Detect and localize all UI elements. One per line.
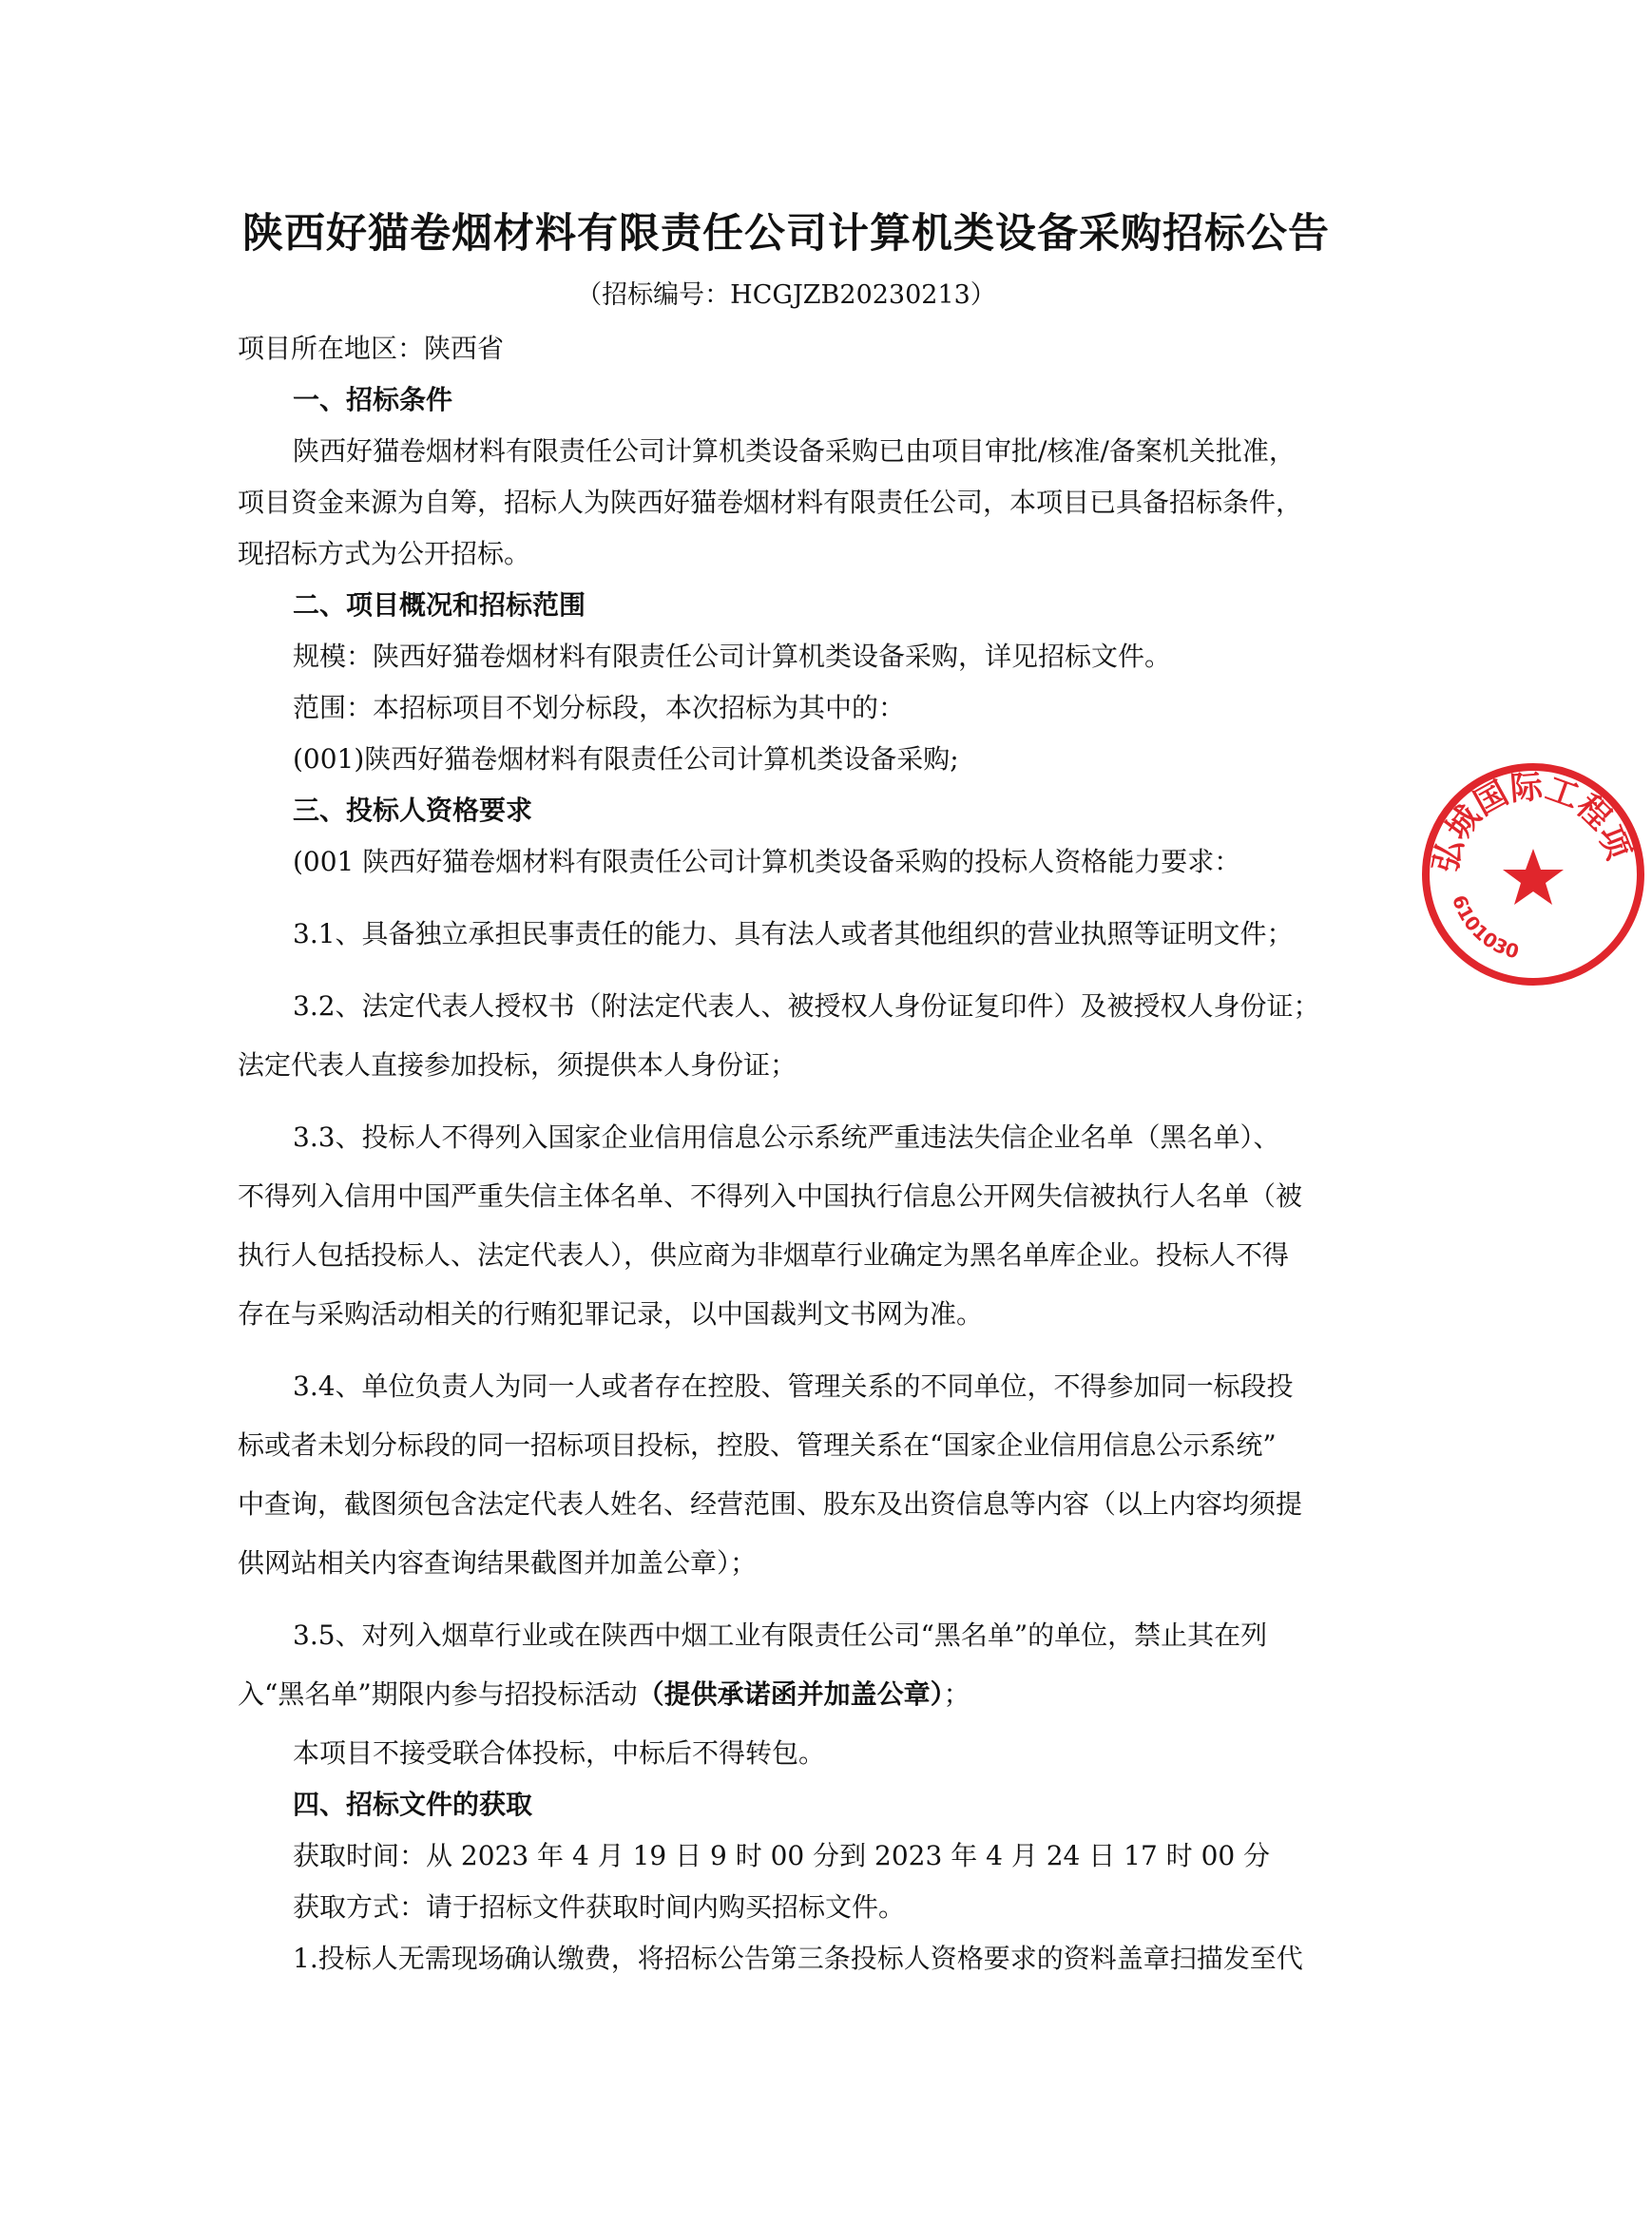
page-title: 陕西好猫卷烟材料有限责任公司计算机类设备采购招标公告 bbox=[242, 210, 1330, 258]
seal-star-icon bbox=[1503, 849, 1564, 905]
section-heading-documents: 四、招标文件的获取 bbox=[293, 1789, 533, 1820]
acquisition-time: 获取时间：从 2023 年 4 月 19 日 9 时 00 分到 2023 年 4 月 24 日 17 时 00 分 bbox=[293, 1840, 1271, 1871]
requirement-3-5: 3.5、对列入烟草行业或在陕西中烟工业有限责任公司“黑名单”的单位，禁止其在列 bbox=[293, 1619, 1268, 1651]
requirement-3-3: 3.3、投标人不得列入国家企业信用信息公示系统严重违法失信企业名单（黑名单）、 bbox=[293, 1121, 1280, 1153]
tender-number: （招标编号：HCGJZB20230213） bbox=[576, 280, 996, 310]
requirement-3-1: 3.1、具备独立承担民事责任的能力、具有法人或者其他组织的营业执照等证明文件； bbox=[293, 918, 1294, 949]
paragraph-line: 陕西好猫卷烟材料有限责任公司计算机类设备采购已由项目审批/核准/备案机关批准， bbox=[293, 435, 1296, 467]
paragraph-line bbox=[238, 1669, 1335, 1720]
paragraph-line: 标或者未划分标段的同一招标项目投标，控股、管理关系在“国家企业信用信息公示系统” bbox=[238, 1429, 1277, 1461]
lot-item: (001)陕西好猫卷烟材料有限责任公司计算机类设备采购; bbox=[293, 743, 959, 775]
acquisition-method: 获取方式：请于招标文件获取时间内购买招标文件。 bbox=[293, 1891, 906, 1923]
seal-text: 弘城国际工程项 bbox=[1426, 768, 1638, 876]
paragraph-line: 不得列入信用中国严重失信主体名单、不得列入中国执行信息公开网失信被执行人名单（被 bbox=[238, 1180, 1303, 1212]
scale-line: 规模：陕西好猫卷烟材料有限责任公司计算机类设备采购，详见招标文件。 bbox=[293, 641, 1172, 672]
document-body bbox=[238, 323, 1335, 1984]
requirement-3-5-end: ； bbox=[943, 1678, 970, 1710]
section-heading-overview: 二、项目概况和招标范围 bbox=[293, 589, 586, 621]
section-heading-qualification: 三、投标人资格要求 bbox=[293, 795, 533, 826]
section-heading-conditions: 一、招标条件 bbox=[293, 384, 453, 415]
paragraph-line: 供网站相关内容查询结果截图并加盖公章）； bbox=[238, 1547, 758, 1579]
seal-number: 6101030 bbox=[1448, 891, 1522, 964]
paragraph-line: 项目资金来源为自筹，招标人为陕西好猫卷烟材料有限责任公司，本项目已具备招标条件， bbox=[238, 487, 1303, 518]
commitment-note: （提供承诺函并加盖公章） bbox=[637, 1678, 944, 1710]
no-consortium-line: 本项目不接受联合体投标，中标后不得转包。 bbox=[293, 1737, 826, 1769]
company-seal bbox=[1414, 756, 1652, 993]
requirement-3-2: 3.2、法定代表人授权书（附法定代表人、被授权人身份证复印件）及被授权人身份证； bbox=[293, 990, 1320, 1022]
scope-line: 范围：本招标项目不划分标段，本次招标为其中的： bbox=[293, 692, 906, 723]
paragraph-line: 现招标方式为公开招标。 bbox=[238, 538, 531, 569]
paragraph-line: 存在与采购活动相关的行贿犯罪记录，以中国裁判文书网为准。 bbox=[238, 1298, 984, 1330]
paragraph-line: 执行人包括投标人、法定代表人），供应商为非烟草行业确定为黑名单库企业。投标人不得 bbox=[238, 1239, 1290, 1271]
requirement-3-4: 3.4、单位负责人为同一人或者存在控股、管理关系的不同单位，不得参加同一标段投 bbox=[293, 1370, 1294, 1402]
paragraph-line: 1.投标人无需现场确认缴费，将招标公告第三条投标人资格要求的资料盖章扫描发至代 bbox=[293, 1943, 1303, 1974]
qualification-intro: (001 陕西好猫卷烟材料有限责任公司计算机类设备采购的投标人资格能力要求： bbox=[293, 846, 1241, 877]
paragraph-line: 法定代表人直接参加投标，须提供本人身份证； bbox=[238, 1049, 797, 1081]
paragraph-line: 中查询，截图须包含法定代表人姓名、经营范围、股东及出资信息等内容（以上内容均须提 bbox=[238, 1488, 1303, 1520]
location-line: 项目所在地区：陕西省 bbox=[238, 333, 505, 364]
requirement-3-5-text: 入“黑名单”期限内参与招投标活动 bbox=[238, 1678, 638, 1710]
